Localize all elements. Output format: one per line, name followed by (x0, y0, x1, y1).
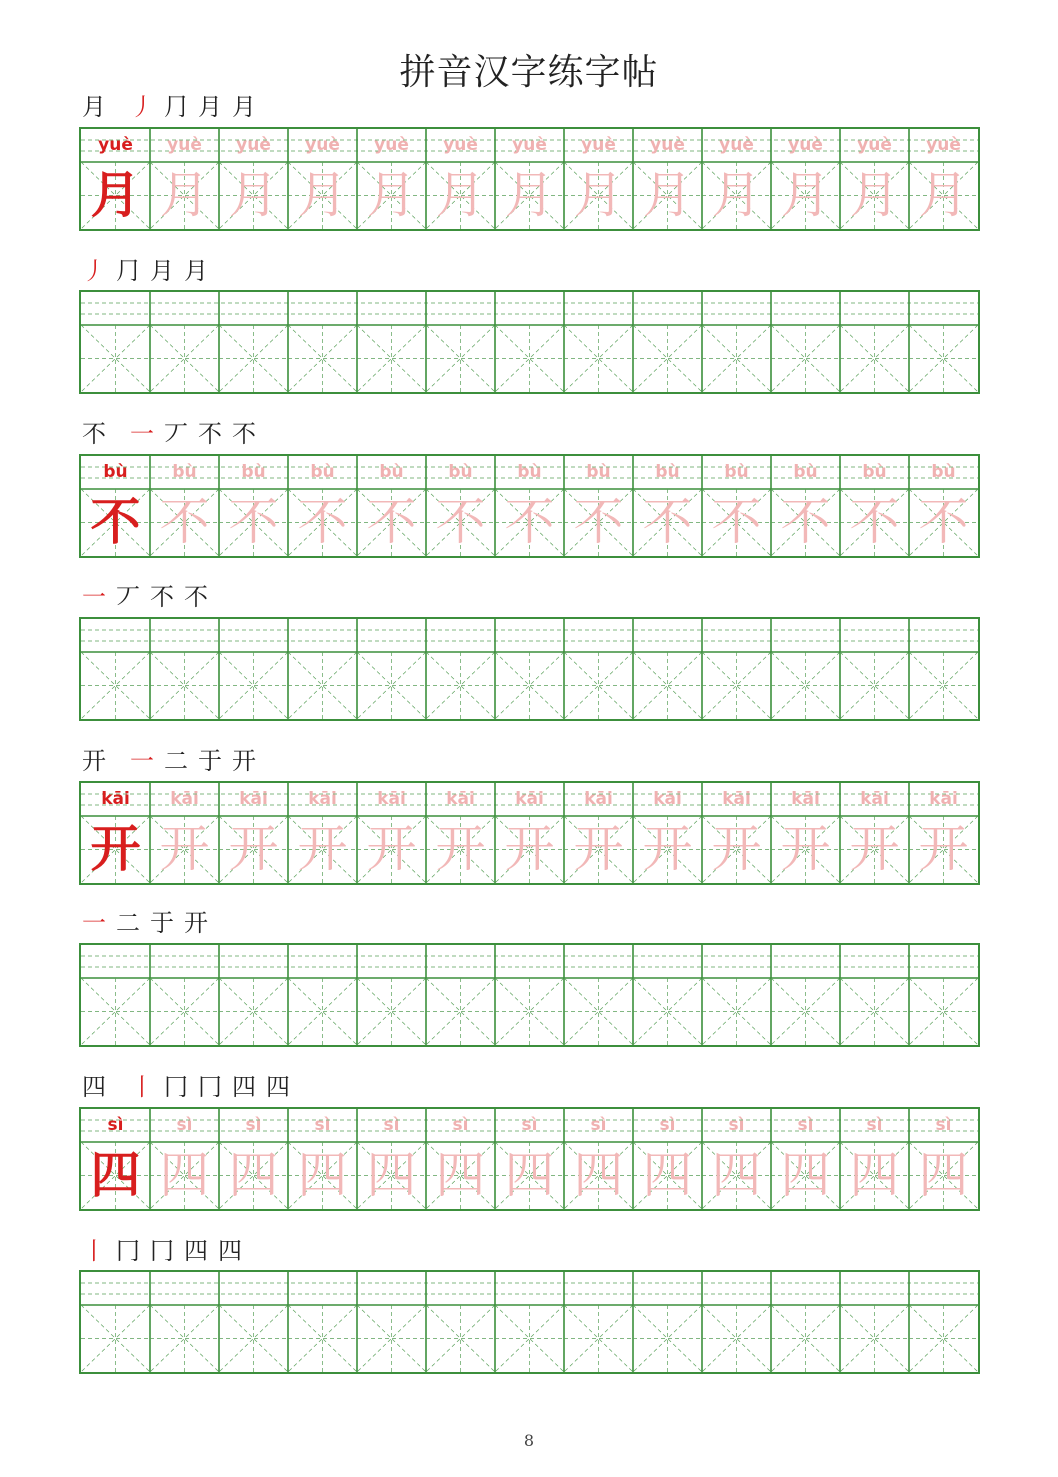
trace-character: 不 (918, 493, 969, 551)
stroke-step: 月 (150, 257, 174, 285)
practice-grid[interactable] (79, 290, 980, 394)
trace-character: 月 (573, 166, 624, 224)
stroke-step: 二 (116, 909, 140, 937)
stroke-order-row (82, 578, 218, 612)
tracing-cell[interactable] (909, 456, 978, 556)
tracing-cell[interactable] (150, 456, 219, 556)
tracing-cell[interactable] (219, 1109, 288, 1209)
pinyin-label: kāi (308, 789, 337, 809)
pinyin-label: bù (103, 462, 128, 482)
pinyin-label: bù (724, 462, 749, 482)
stroke-step: 月 (232, 93, 256, 121)
stroke-step: 丨 (82, 1237, 106, 1265)
pinyin-label: kāi (860, 789, 889, 809)
pinyin-label: sì (797, 1115, 814, 1135)
trace-character: 四 (435, 1146, 486, 1204)
tracing-cell[interactable] (495, 129, 564, 229)
stroke-order-row (82, 742, 266, 776)
tracing-cell[interactable] (426, 1109, 495, 1209)
tracing-cell[interactable] (702, 783, 771, 883)
trace-character: 月 (780, 166, 831, 224)
model-cell (81, 129, 150, 229)
tracing-cell[interactable] (633, 1109, 702, 1209)
pinyin-label: bù (172, 462, 197, 482)
model-cell (81, 456, 150, 556)
trace-character: 不 (366, 493, 417, 551)
trace-character: 四 (228, 1146, 279, 1204)
pinyin-label: sì (866, 1115, 883, 1135)
tracing-cell[interactable] (357, 1109, 426, 1209)
pinyin-label: yuè (512, 135, 547, 155)
character-label: 开 (82, 747, 106, 775)
stroke-order-row (82, 415, 266, 449)
model-cell (81, 783, 150, 883)
pinyin-label: sì (245, 1115, 262, 1135)
pinyin-label: sì (590, 1115, 607, 1135)
tracing-cell[interactable] (357, 783, 426, 883)
pinyin-label: sì (728, 1115, 745, 1135)
pinyin-label: kāi (170, 789, 199, 809)
tracing-cell[interactable] (219, 129, 288, 229)
pinyin-label: kāi (584, 789, 613, 809)
pinyin-label: kāi (791, 789, 820, 809)
trace-character: 月 (435, 166, 486, 224)
stroke-step: 开 (232, 747, 256, 775)
tracing-cell[interactable] (288, 1109, 357, 1209)
trace-character: 四 (780, 1146, 831, 1204)
tracing-cell[interactable] (564, 129, 633, 229)
pinyin-label: kāi (653, 789, 682, 809)
tracing-cell[interactable] (495, 783, 564, 883)
trace-character: 开 (918, 820, 969, 878)
pinyin-label: yuè (236, 135, 271, 155)
tracing-grid (79, 127, 980, 231)
page-title: 拼音汉字练字帖 (399, 52, 659, 93)
tracing-grid (79, 1107, 980, 1211)
tracing-cell[interactable] (840, 1109, 909, 1209)
trace-character: 月 (918, 166, 969, 224)
stroke-step: 月 (184, 257, 208, 285)
stroke-order-row (82, 1068, 300, 1102)
tracing-cell[interactable] (771, 1109, 840, 1209)
tracing-cell[interactable] (288, 783, 357, 883)
tracing-grid (79, 454, 980, 558)
trace-character: 四 (504, 1146, 555, 1204)
pinyin-label: kāi (515, 789, 544, 809)
tracing-cell[interactable] (564, 456, 633, 556)
stroke-step: 四 (184, 1237, 208, 1265)
pinyin-label: kāi (446, 789, 475, 809)
character-label: 四 (82, 1073, 106, 1101)
pinyin-label: yuè (167, 135, 202, 155)
tracing-cell[interactable] (909, 1109, 978, 1209)
pinyin-label: sì (659, 1115, 676, 1135)
pinyin-label: bù (379, 462, 404, 482)
pinyin-label: yuè (857, 135, 892, 155)
stroke-step: 不 (198, 420, 222, 448)
tracing-cell[interactable] (771, 783, 840, 883)
stroke-order-row (82, 252, 218, 286)
stroke-order-row (82, 1232, 252, 1266)
pinyin-label: bù (793, 462, 818, 482)
stroke-step: 冂 (164, 1073, 188, 1101)
tracing-cell[interactable] (909, 783, 978, 883)
grid-lines (81, 945, 978, 1045)
stroke-step: 二 (164, 747, 188, 775)
tracing-cell[interactable] (771, 129, 840, 229)
stroke-step: 开 (184, 909, 208, 937)
trace-character: 月 (228, 166, 279, 224)
trace-character: 开 (849, 820, 900, 878)
grid-lines (81, 619, 978, 719)
trace-character: 不 (504, 493, 555, 551)
model-character: 四 (90, 1145, 141, 1204)
pinyin-label: bù (655, 462, 680, 482)
model-character: 月 (90, 165, 141, 224)
page-number: 8 (523, 1431, 535, 1450)
trace-character: 不 (573, 493, 624, 551)
stroke-step: 四 (218, 1237, 242, 1265)
trace-character: 四 (849, 1146, 900, 1204)
trace-character: 月 (849, 166, 900, 224)
trace-character: 开 (504, 820, 555, 878)
character-label: 月 (82, 93, 106, 121)
tracing-cell[interactable] (840, 456, 909, 556)
stroke-step: 冂 (198, 1073, 222, 1101)
stroke-step: ⺆ (164, 93, 188, 121)
tracing-cell[interactable] (357, 456, 426, 556)
tracing-cell[interactable] (564, 1109, 633, 1209)
pinyin-label: yuè (443, 135, 478, 155)
stroke-step: 丨 (130, 1073, 154, 1101)
trace-character: 开 (711, 820, 762, 878)
pinyin-label: yuè (719, 135, 754, 155)
pinyin-label: sì (314, 1115, 331, 1135)
stroke-step: 不 (184, 583, 208, 611)
tracing-cell[interactable] (771, 456, 840, 556)
tracing-cell[interactable] (840, 129, 909, 229)
pinyin-label: yuè (581, 135, 616, 155)
trace-character: 开 (780, 820, 831, 878)
stroke-step: ⺆ (116, 257, 140, 285)
tracing-cell[interactable] (357, 129, 426, 229)
trace-character: 开 (159, 820, 210, 878)
tracing-cell[interactable] (495, 1109, 564, 1209)
pinyin-label: kāi (239, 789, 268, 809)
trace-character: 开 (228, 820, 279, 878)
tracing-cell[interactable] (150, 129, 219, 229)
pinyin-label: bù (517, 462, 542, 482)
tracing-cell[interactable] (840, 783, 909, 883)
stroke-step: 四 (232, 1073, 256, 1101)
pinyin-label: yuè (926, 135, 961, 155)
trace-character: 不 (228, 493, 279, 551)
model-character: 开 (90, 819, 141, 878)
tracing-cell[interactable] (909, 129, 978, 229)
pinyin-label: sì (107, 1115, 124, 1135)
pinyin-label: bù (310, 462, 335, 482)
trace-character: 四 (711, 1146, 762, 1204)
practice-grid[interactable] (79, 1270, 980, 1374)
trace-character: 不 (642, 493, 693, 551)
model-character: 不 (90, 492, 141, 551)
stroke-order-row (82, 88, 266, 122)
trace-character: 不 (159, 493, 210, 551)
trace-character: 月 (297, 166, 348, 224)
practice-grid[interactable] (79, 617, 980, 721)
tracing-cell[interactable] (426, 456, 495, 556)
pinyin-label: sì (935, 1115, 952, 1135)
trace-character: 四 (573, 1146, 624, 1204)
trace-character: 月 (159, 166, 210, 224)
grid-lines (81, 292, 978, 392)
pinyin-label: yuè (650, 135, 685, 155)
tracing-cell[interactable] (219, 456, 288, 556)
tracing-cell[interactable] (495, 456, 564, 556)
stroke-step: 不 (150, 583, 174, 611)
character-label: 不 (82, 420, 106, 448)
tracing-cell[interactable] (633, 456, 702, 556)
stroke-step: 一 (82, 909, 106, 937)
tracing-cell[interactable] (288, 129, 357, 229)
tracing-grid (79, 781, 980, 885)
tracing-cell[interactable] (426, 783, 495, 883)
pinyin-label: sì (383, 1115, 400, 1135)
trace-character: 四 (366, 1146, 417, 1204)
pinyin-label: kāi (929, 789, 958, 809)
trace-character: 开 (642, 820, 693, 878)
stroke-step: 一 (82, 583, 106, 611)
trace-character: 四 (918, 1146, 969, 1204)
pinyin-label: yuè (374, 135, 409, 155)
model-cell (81, 1109, 150, 1209)
trace-character: 不 (849, 493, 900, 551)
stroke-step: 于 (150, 909, 174, 937)
pinyin-label: bù (241, 462, 266, 482)
grid-lines (81, 1272, 978, 1372)
pinyin-label: yuè (788, 135, 823, 155)
trace-character: 开 (366, 820, 417, 878)
stroke-step: 冂 (150, 1237, 174, 1265)
trace-character: 月 (642, 166, 693, 224)
tracing-cell[interactable] (633, 783, 702, 883)
stroke-step: 丆 (164, 420, 188, 448)
trace-character: 开 (573, 820, 624, 878)
stroke-step: 丆 (116, 583, 140, 611)
tracing-cell[interactable] (219, 783, 288, 883)
pinyin-label: kāi (101, 789, 130, 809)
trace-character: 四 (642, 1146, 693, 1204)
trace-character: 四 (297, 1146, 348, 1204)
trace-character: 月 (711, 166, 762, 224)
stroke-step: 一 (130, 747, 154, 775)
tracing-cell[interactable] (564, 783, 633, 883)
tracing-cell[interactable] (702, 129, 771, 229)
pinyin-label: bù (931, 462, 956, 482)
pinyin-label: sì (452, 1115, 469, 1135)
tracing-cell[interactable] (426, 129, 495, 229)
pinyin-label: bù (586, 462, 611, 482)
stroke-step: 冂 (116, 1237, 140, 1265)
stroke-step: 丿 (82, 257, 106, 285)
stroke-step: 月 (198, 93, 222, 121)
pinyin-label: sì (521, 1115, 538, 1135)
trace-character: 不 (297, 493, 348, 551)
trace-character: 开 (297, 820, 348, 878)
tracing-cell[interactable] (288, 456, 357, 556)
trace-character: 不 (711, 493, 762, 551)
pinyin-label: kāi (722, 789, 751, 809)
pinyin-label: kāi (377, 789, 406, 809)
stroke-step: 不 (232, 420, 256, 448)
trace-character: 不 (780, 493, 831, 551)
pinyin-label: yuè (305, 135, 340, 155)
pinyin-label: yuè (98, 135, 133, 155)
stroke-step: 丿 (130, 93, 154, 121)
pinyin-label: bù (448, 462, 473, 482)
stroke-step: 于 (198, 747, 222, 775)
trace-character: 不 (435, 493, 486, 551)
practice-grid[interactable] (79, 943, 980, 1047)
stroke-step: 四 (266, 1073, 290, 1101)
trace-character: 四 (159, 1146, 210, 1204)
pinyin-label: bù (862, 462, 887, 482)
trace-character: 开 (435, 820, 486, 878)
tracing-cell[interactable] (702, 1109, 771, 1209)
tracing-cell[interactable] (633, 129, 702, 229)
pinyin-label: sì (176, 1115, 193, 1135)
trace-character: 月 (504, 166, 555, 224)
tracing-cell[interactable] (150, 783, 219, 883)
tracing-cell[interactable] (702, 456, 771, 556)
trace-character: 月 (366, 166, 417, 224)
tracing-cell[interactable] (150, 1109, 219, 1209)
stroke-order-row (82, 904, 218, 938)
stroke-step: 一 (130, 420, 154, 448)
